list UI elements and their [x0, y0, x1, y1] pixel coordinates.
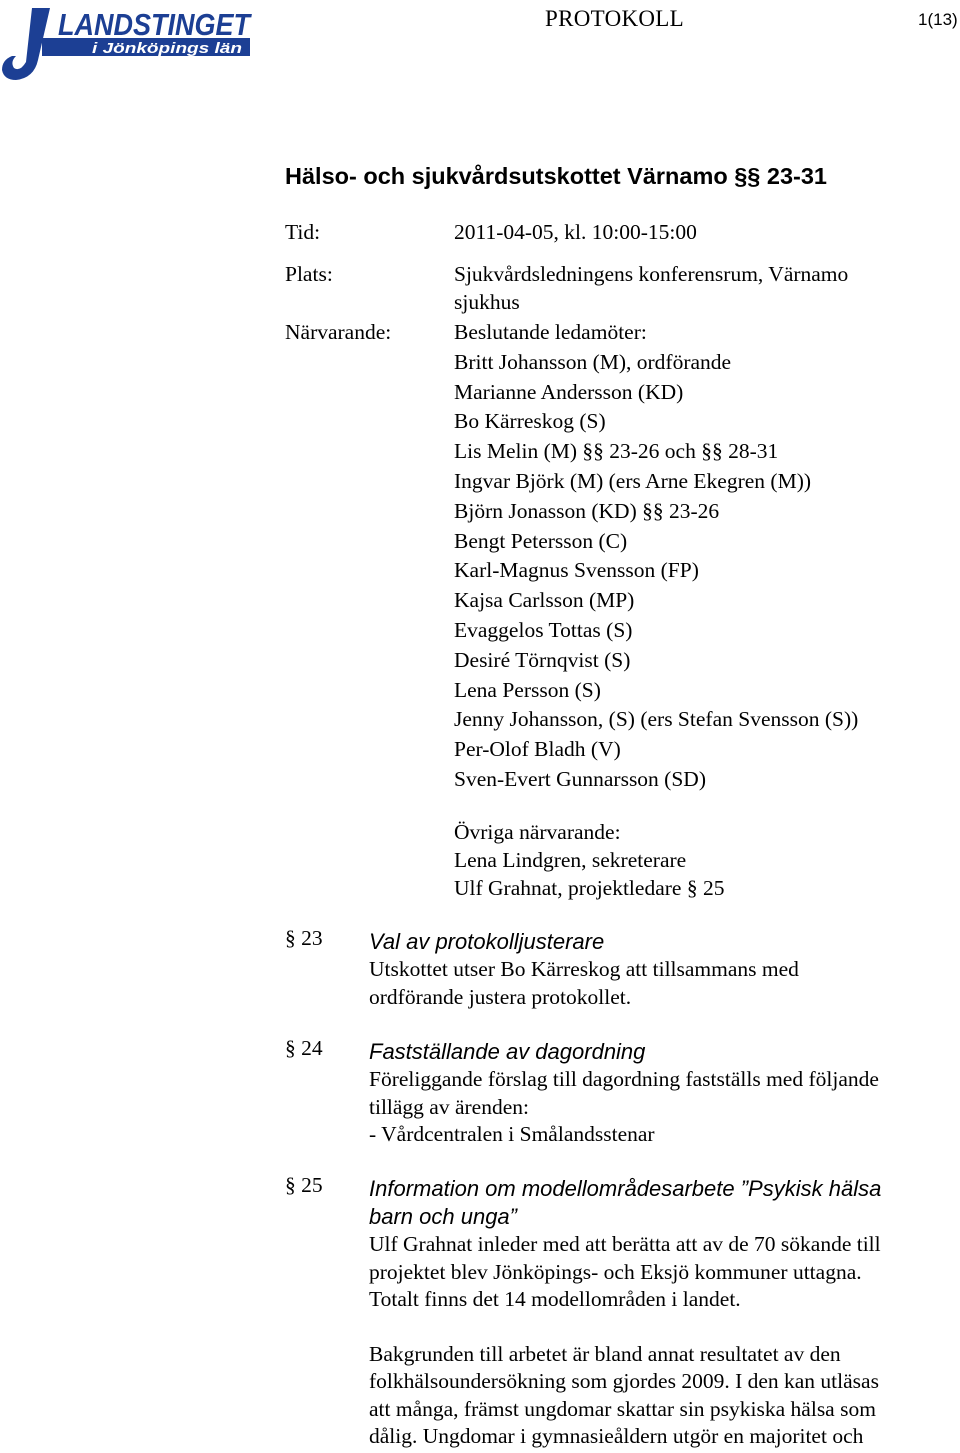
- section-line: folkhälsoundersökning som gjordes 2009. I den kan utläsas: [369, 1369, 879, 1393]
- logo-text-2: i Jönköpings län: [92, 40, 242, 57]
- section-23: [369, 928, 799, 1011]
- list-item: Lena Persson (S): [454, 677, 601, 702]
- section-line: ordförande justera protokollet.: [369, 984, 632, 1009]
- list-item: Lis Melin (M) §§ 23-26 och §§ 28-31: [454, 439, 779, 464]
- list-item: Övriga närvarande:: [454, 820, 621, 844]
- section-line: dålig. Ungdomar i gymnasieåldern utgör en majoritet och: [369, 1424, 864, 1448]
- section-number-24: § 24: [285, 1036, 323, 1060]
- list-item: Karl-Magnus Svensson (FP): [454, 558, 699, 583]
- logo-text-1: LANDSTINGET: [58, 7, 253, 42]
- list-item: Ulf Grahnat, projektledare § 25: [454, 876, 725, 900]
- paragraph-gap: [369, 1314, 881, 1341]
- section-heading: Fastställande av dagordning: [369, 1039, 646, 1064]
- members-list: [454, 318, 858, 795]
- section-25: [369, 1175, 881, 1451]
- logo-graphic: [2, 4, 252, 82]
- list-item: Lena Lindgren, sekreterare: [454, 848, 687, 872]
- other-attendees-list: [454, 818, 724, 902]
- list-item: Jenny Johansson, (S) (ers Stefan Svensson (S)): [454, 707, 859, 732]
- section-line: - Vårdcentralen i Smålandsstenar: [369, 1122, 655, 1146]
- tid-value: 2011-04-05, kl. 10:00-15:00: [454, 220, 697, 244]
- plats-value-line1: Sjukvårdsledningens konferensrum, Värnamo: [454, 262, 849, 286]
- page-number: 1(13): [918, 10, 958, 29]
- section-line: att många, främst ungdomar skattar sin psykiska hälsa som: [369, 1396, 876, 1421]
- section-24: [369, 1038, 879, 1149]
- list-item: Bengt Petersson (C): [454, 528, 628, 553]
- list-item: Marianne Andersson (KD): [454, 379, 684, 404]
- section-line: Föreliggande förslag till dagordning fastställs med följande: [369, 1067, 879, 1091]
- list-item: Bo Kärreskog (S): [454, 409, 606, 434]
- list-item: Ingvar Björk (M) (ers Arne Ekegren (M)): [454, 468, 812, 493]
- document-title: Hälso- och sjukvårdsutskottet Värnamo §§ 23-31: [285, 163, 828, 189]
- tid-label: Tid:: [285, 220, 321, 244]
- section-number-25: § 25: [285, 1173, 323, 1197]
- section-heading: Val av protokolljusterare: [369, 929, 605, 954]
- section-heading: barn och unga”: [369, 1204, 517, 1229]
- list-item: Björn Jonasson (KD) §§ 23-26: [454, 498, 720, 523]
- list-item: Beslutande ledamöter:: [454, 320, 647, 344]
- list-item: Britt Johansson (M), ordförande: [454, 349, 732, 374]
- section-heading: Information om modellområdesarbete ”Psykisk hälsa: [369, 1176, 882, 1201]
- section-line: Ulf Grahnat inleder med att berätta att av de 70 sökande till: [369, 1232, 881, 1256]
- list-item: Sven-Evert Gunnarsson (SD): [454, 766, 706, 791]
- section-line: Bakgrunden till arbetet är bland annat resultatet av den: [369, 1341, 841, 1366]
- section-line: Utskottet utser Bo Kärreskog att tillsammans med: [369, 957, 799, 981]
- document-type: PROTOKOLL: [545, 6, 685, 31]
- plats-value-line2: sjukhus: [454, 290, 520, 314]
- plats-label: Plats:: [285, 262, 333, 286]
- section-line: Totalt finns det 14 modellområden i landet.: [369, 1287, 741, 1311]
- section-line: tillägg av ärenden:: [369, 1094, 529, 1119]
- section-number-23: § 23: [285, 926, 323, 950]
- list-item: Desiré Törnqvist (S): [454, 647, 631, 672]
- list-item: Per-Olof Bladh (V): [454, 737, 621, 762]
- section-line: projektet blev Jönköpings- och Eksjö kommuner uttagna.: [369, 1259, 862, 1284]
- landstinget-logo: [2, 4, 252, 82]
- list-item: Evaggelos Tottas (S): [454, 617, 633, 642]
- list-item: Kajsa Carlsson (MP): [454, 588, 635, 613]
- narvarande-label: Närvarande:: [285, 320, 392, 344]
